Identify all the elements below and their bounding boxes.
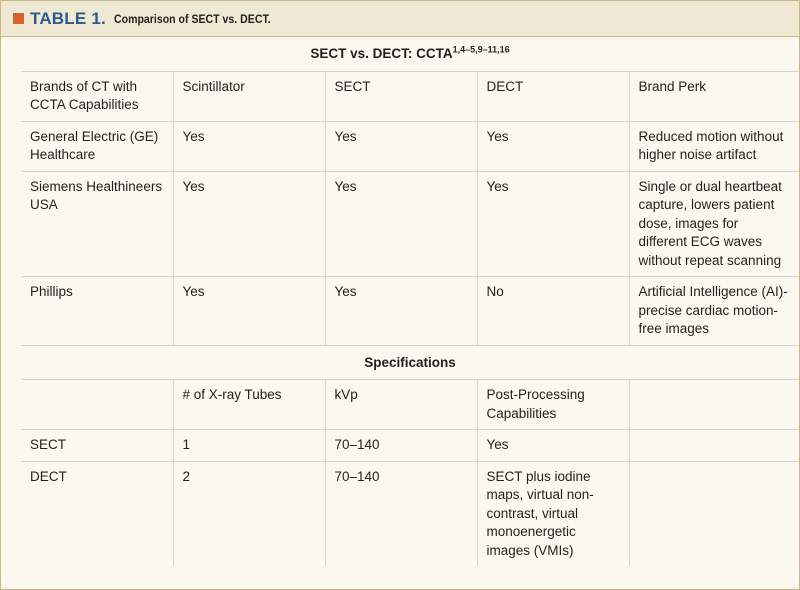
table-cell: No [477, 277, 629, 346]
table-cell [629, 430, 799, 462]
section-refs: 1,4–5,9–11,16 [452, 44, 510, 55]
table-cell: Yes [325, 277, 477, 346]
header-cell [629, 380, 799, 430]
table-caption: Comparison of SECT vs. DECT. [113, 11, 271, 26]
table-row [21, 430, 799, 462]
table-cell: Yes [477, 121, 629, 171]
table-cell: Yes [477, 430, 629, 462]
table-row [21, 461, 799, 566]
table-cell: 1 [173, 430, 325, 462]
table-row [21, 171, 799, 277]
table-row [21, 277, 799, 346]
table-title-bar [1, 1, 799, 37]
header-row [21, 71, 799, 121]
table-cell: Yes [173, 277, 325, 346]
table-cell: Yes [477, 171, 629, 277]
header-cell: SECT [325, 71, 477, 121]
table-cell: Yes [325, 171, 477, 277]
header-cell: Brand Perk [629, 71, 799, 121]
section-title: Specifications [21, 345, 799, 380]
table-number: TABLE 1. [30, 8, 106, 28]
table-cell: 70–140 [325, 430, 477, 462]
header-cell: # of X-ray Tubes [173, 380, 325, 430]
table-cell: Yes [173, 121, 325, 171]
table-cell: Siemens Healthineers USA [21, 171, 173, 277]
header-cell: Brands of CT with CCTA Capabilities [21, 71, 173, 121]
table-cell: Artificial Intelligence (AI)-precise cardiac motion-free images [629, 277, 799, 346]
table-cell: 70–140 [325, 461, 477, 566]
table-cell: SECT [21, 430, 173, 462]
table-cell: 2 [173, 461, 325, 566]
table-cell: Phillips [21, 277, 173, 346]
section-title [21, 37, 799, 71]
table-cell: SECT plus iodine maps, virtual non-contrast, virtual monoenergetic images (VMIs) [477, 461, 629, 566]
orange-square-icon [13, 13, 24, 24]
table-cell: DECT [21, 461, 173, 566]
section-header-row [21, 37, 799, 71]
header-cell: DECT [477, 71, 629, 121]
header-cell: kVp [325, 380, 477, 430]
comparison-table [21, 37, 799, 566]
section-title-text: SECT vs. DECT: CCTA [310, 46, 453, 61]
table-row [21, 121, 799, 171]
table-cell: Single or dual heartbeat capture, lowers patient dose, images for different ECG waves without repeat scanning [629, 171, 799, 277]
table-cell: Reduced motion without higher noise artifact [629, 121, 799, 171]
section-header-row [21, 345, 799, 380]
header-cell: Scintillator [173, 71, 325, 121]
spec-header-row [21, 380, 799, 430]
header-cell [21, 380, 173, 430]
table-cell: General Electric (GE) Healthcare [21, 121, 173, 171]
table-cell: Yes [173, 171, 325, 277]
table-cell [629, 461, 799, 566]
table-cell: Yes [325, 121, 477, 171]
header-cell: Post-Processing Capabilities [477, 380, 629, 430]
